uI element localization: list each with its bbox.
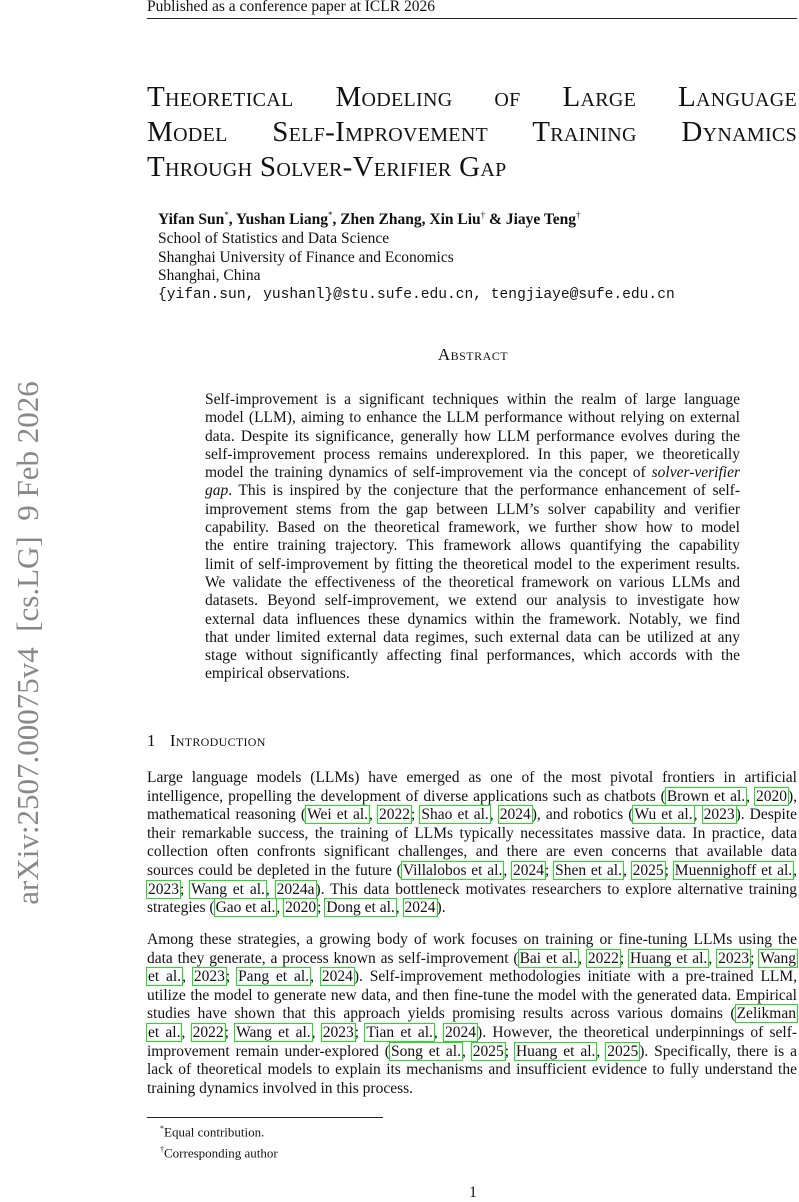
citation-link[interactable]: Song et al. — [390, 1042, 461, 1060]
citation-link[interactable]: 2022 — [587, 949, 619, 967]
author-name: Yushan Liang — [235, 211, 328, 229]
citation-link[interactable]: Bai et al. — [519, 949, 578, 967]
author-block — [158, 206, 675, 305]
text-line: lack of theoretical models to explain its mechanisms and insufficient evidence to fully understand the — [147, 1061, 797, 1079]
arxiv-stamp: arXiv:2507.00075v4 [cs.LG] 9 Feb 2026 — [10, 381, 45, 905]
citation-link[interactable]: Wu et al. — [634, 806, 693, 824]
citation-link[interactable]: Wang et al. — [191, 880, 265, 898]
citation-link[interactable]: 2023 — [193, 968, 225, 986]
citation-link[interactable]: Brown et al. — [666, 787, 746, 805]
footnote-mark: * — [160, 1124, 164, 1133]
text-line: improvement remain under-explored (Song et al., 2025; Huang et al., 2025). Specifically, there is a — [147, 1042, 798, 1060]
text-line: We validate the effectiveness of the theoretical framework on various LLMs and — [205, 573, 740, 591]
abstract-heading: Abstract — [437, 345, 509, 364]
citation-link[interactable]: 2022 — [192, 1023, 224, 1041]
italic-term: solver-verifier — [651, 464, 740, 482]
title-line: Through Solver-Verifier Gap — [147, 151, 507, 183]
paper-title — [147, 80, 797, 185]
text-line: Among these strategies, a growing body of work focuses on training or fine-tuning LLMs using the — [147, 931, 797, 948]
title-line: Theoretical Modeling of Large Language — [147, 81, 797, 113]
author-mark: * — [327, 210, 333, 220]
author-name: Yifan Sun — [158, 211, 225, 229]
text-line: 2023; Wang et al., 2024a). This data bottleneck motivates researchers to explore alternative training — [148, 880, 798, 898]
text-line: model the training dynamics of self-improvement via the concept of solver-verifier — [205, 464, 740, 482]
citation-link[interactable]: 2023 — [718, 949, 750, 967]
footnote-text: Equal contribution. — [164, 1124, 265, 1140]
section-heading — [147, 731, 266, 751]
author-names: Yifan Sun*, Yushan Liang*, Zhen Zhang, Xin Liu† & Jiaye Teng† — [158, 210, 581, 229]
citation-link[interactable]: 2020 — [285, 899, 317, 917]
citation-link[interactable]: Tian et al. — [366, 1023, 433, 1041]
affiliation-line: Shanghai University of Finance and Economics — [158, 248, 454, 266]
citation-link[interactable]: Huang et al. — [515, 1042, 596, 1060]
text-line: strategies (Gao et al., 2020; Dong et al., 2024). — [147, 899, 446, 917]
text-line: limit of self-improvement by fitting the theoretical model to the experiment results. — [205, 555, 740, 573]
citation-link[interactable]: Zelikman — [736, 1005, 796, 1023]
text-line: that under limited external data regimes, such external data can be utilized at any — [205, 628, 740, 646]
abstract-body — [205, 391, 740, 684]
author-emails: {yifan.sun, yushanl}@stu.sufe.edu.cn, tengjiaye@sufe.edu.cn — [158, 286, 675, 303]
text-line: Large language models (LLMs) have emerged as one of the most pivotal frontiers in artificial — [147, 769, 797, 786]
citation-link[interactable]: 2025 — [607, 1042, 639, 1060]
affiliation-line: Shanghai, China — [158, 267, 261, 285]
text-line: their remarkable success, the training of LLMs typically necessitates massive data. In practice, data — [147, 824, 797, 842]
citation-link[interactable]: 2024 — [321, 968, 353, 986]
citation-link[interactable]: 2024 — [513, 861, 545, 879]
text-line: collection often confronts significant challenges, and there are even concerns that available data — [147, 843, 797, 861]
text-line: improvement stems from the gap between LLM’s solver capability and verifier — [205, 500, 740, 518]
citation-link[interactable]: et al. — [148, 968, 182, 986]
running-header: Published as a conference paper at ICLR 2026 — [147, 0, 435, 15]
citation-link[interactable]: 2024 — [499, 806, 531, 824]
citation-link[interactable]: Huang et al. — [630, 949, 708, 967]
author-name: Xin Liu — [429, 211, 481, 229]
text-line: the entire training trajectory. This framework allows quantifying the capability — [205, 537, 740, 555]
citation-link[interactable]: Muennighoff et al. — [674, 861, 793, 879]
text-line: gap. This is inspired by the conjecture that the performance enhancement of self- — [205, 482, 740, 500]
header-rule — [147, 18, 797, 19]
footnotes — [160, 1120, 278, 1163]
citation-link[interactable]: 2024 — [445, 1023, 477, 1041]
text-line: studies have shown that this approach yields promising results across various domains (Zelikman — [147, 1005, 796, 1023]
author-mark: † — [480, 210, 486, 220]
text-line: utilize the model to generate new data, and then fine-tune the model with the generated data. Empirical — [147, 986, 797, 1004]
affiliation-line: School of Statistics and Data Science — [158, 229, 390, 247]
citation-link[interactable]: 2023 — [148, 880, 179, 898]
citation-link[interactable]: 2020 — [755, 787, 787, 805]
citation-link[interactable]: Shao et al. — [421, 806, 489, 824]
section-number: 1 — [147, 731, 156, 750]
text-line: self-improvement process remains underexplored. In this paper, we theoretically — [205, 445, 740, 463]
author-name: Jiaye Teng — [505, 211, 577, 229]
text-line: intelligence, propelling the development of diverse applications such as chatbots (Brown et al., 2020), — [147, 787, 797, 805]
citation-link[interactable]: Gao et al. — [215, 899, 276, 917]
citation-link[interactable]: 2024 — [404, 899, 436, 917]
footnote-mark: † — [160, 1145, 164, 1155]
citation-link[interactable]: Wei et al. — [307, 806, 369, 824]
text-line: model (LLM), aiming to enhance the LLM performance without relying on external — [205, 409, 740, 427]
section-title: Introduction — [169, 731, 266, 750]
citation-link[interactable]: Wang — [760, 949, 797, 967]
text-line: data they generate, a process known as self-improvement (Bai et al., 2022; Huang et al., 2023; Wang — [147, 949, 797, 967]
text-line: capability. Based on the theoretical framework, we further show how to model — [205, 519, 740, 537]
citation-link[interactable]: 2023 — [322, 1023, 354, 1041]
page-number: 1 — [469, 1184, 477, 1201]
citation-link[interactable]: Villalobos et al. — [402, 861, 503, 879]
italic-term: gap — [205, 482, 229, 500]
text-line: stage without significantly affecting final performances, which accords with the — [205, 647, 740, 665]
text-line: datasets. Beyond self-improvement, we extend our analysis to investigate how — [205, 592, 740, 610]
text-line: training dynamics involved in this process. — [147, 1079, 414, 1097]
footnote-text: Corresponding author — [164, 1145, 278, 1161]
author-name: Zhen Zhang — [340, 211, 422, 229]
text-line: sources could be depleted in the future (Villalobos et al., 2024; Shen et al., 2025; Muennighoff et al., — [147, 861, 798, 879]
text-line: data. Despite its significance, generally how LLM performance evolves during the — [205, 427, 740, 445]
text-line: et al., 2023; Pang et al., 2024). Self-improvement methodologies initiate with a pre-trained LLM, — [148, 968, 798, 986]
citation-link[interactable]: 2024a — [276, 880, 315, 898]
citation-link[interactable]: 2022 — [378, 806, 410, 824]
footnote — [160, 1141, 278, 1162]
citation-link[interactable]: Dong et al. — [326, 899, 395, 917]
citation-link[interactable]: et al. — [148, 1023, 181, 1041]
text-line: et al., 2022; Wang et al., 2023; Tian et al., 2024). However, the theoretical underpinnings of self- — [148, 1023, 798, 1041]
citation-link[interactable]: 2025 — [472, 1042, 504, 1060]
citation-link[interactable]: Shen et al. — [555, 861, 622, 879]
text-line: external data influences these dynamics within the framework. Notably, we find — [205, 610, 740, 628]
title-line: Model Self-Improvement Training Dynamics — [147, 116, 797, 148]
citation-link[interactable]: 2023 — [703, 806, 735, 824]
text-line: Self-improvement is a significant techniques within the realm of large language — [205, 391, 740, 408]
intro-paragraph-2 — [147, 931, 797, 1098]
author-mark: * — [224, 210, 229, 220]
footnote-rule — [147, 1117, 383, 1118]
text-line: empirical observations. — [205, 665, 350, 683]
author-mark: † — [576, 210, 581, 220]
footnote — [160, 1120, 278, 1141]
intro-paragraph-1 — [147, 769, 797, 918]
citation-link[interactable]: 2025 — [632, 861, 664, 879]
text-line: mathematical reasoning (Wei et al., 2022; Shao et al., 2024), and robotics (Wu et al., 2023). Despite — [147, 806, 798, 824]
citation-link[interactable]: Pang et al. — [238, 968, 310, 986]
citation-link[interactable]: Wang et al. — [236, 1023, 311, 1041]
